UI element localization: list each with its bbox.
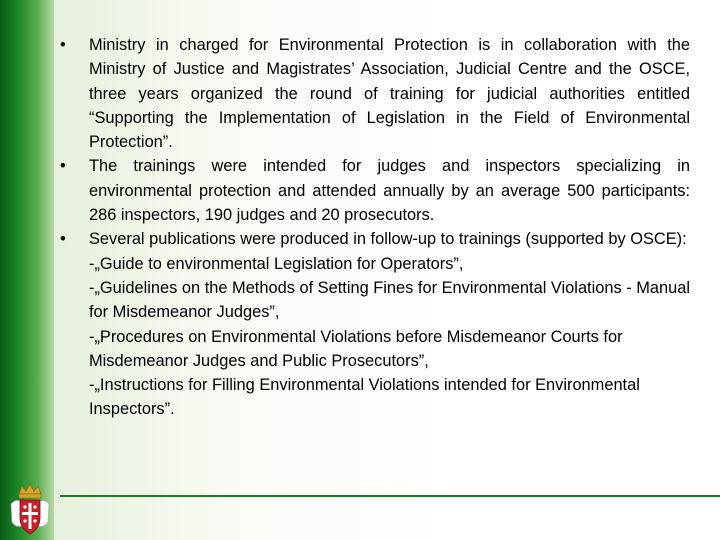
bullet-text: Several publications were produced in follow-up to trainings (supported by OSCE): — [89, 230, 687, 249]
footer-rule — [60, 495, 720, 497]
slide-body — [60, 33, 690, 422]
bullet-marker: • — [60, 157, 66, 176]
bullet-text: The trainings were intended for judges and inspectors specializing in environmental protection and attended annually by an average 500 participants: 286 inspectors, 190 judges and 20 prosecutors. — [89, 157, 690, 225]
bullet-marker: • — [60, 36, 66, 54]
green-side-band — [0, 0, 54, 540]
bullet-item — [60, 154, 690, 227]
publication-item: -„Procedures on Environmental Violations before Misdemeanor Courts for Misdemeanor Judges and Public Prosecutors”, — [89, 327, 623, 370]
bullet-item — [60, 227, 690, 251]
bullet-item — [60, 33, 690, 154]
publication-item: -„Guide to environmental Legislation for Operators”, — [89, 254, 464, 273]
bullet-text: Ministry in charged for Environmental Protection is in collaboration with the Ministry of Justice and Magistrates’ Association, Judicial Centre and the OSCE, three years organized the round of training for judicial authorities entitled “Supporting the Implementation of Legislation in the Field of Environmental Protection”. — [89, 36, 690, 152]
serbia-coat-of-arms-icon — [8, 482, 52, 538]
publication-item: -„Guidelines on the Methods of Setting Fines for Environmental Violations - Manual for Misdemeanor Judges”, — [89, 278, 691, 322]
publication-item: -„Instructions for Filling Environmental Violations intended for Environmental Inspectors”. — [89, 376, 640, 419]
bullet-marker: • — [60, 230, 66, 249]
